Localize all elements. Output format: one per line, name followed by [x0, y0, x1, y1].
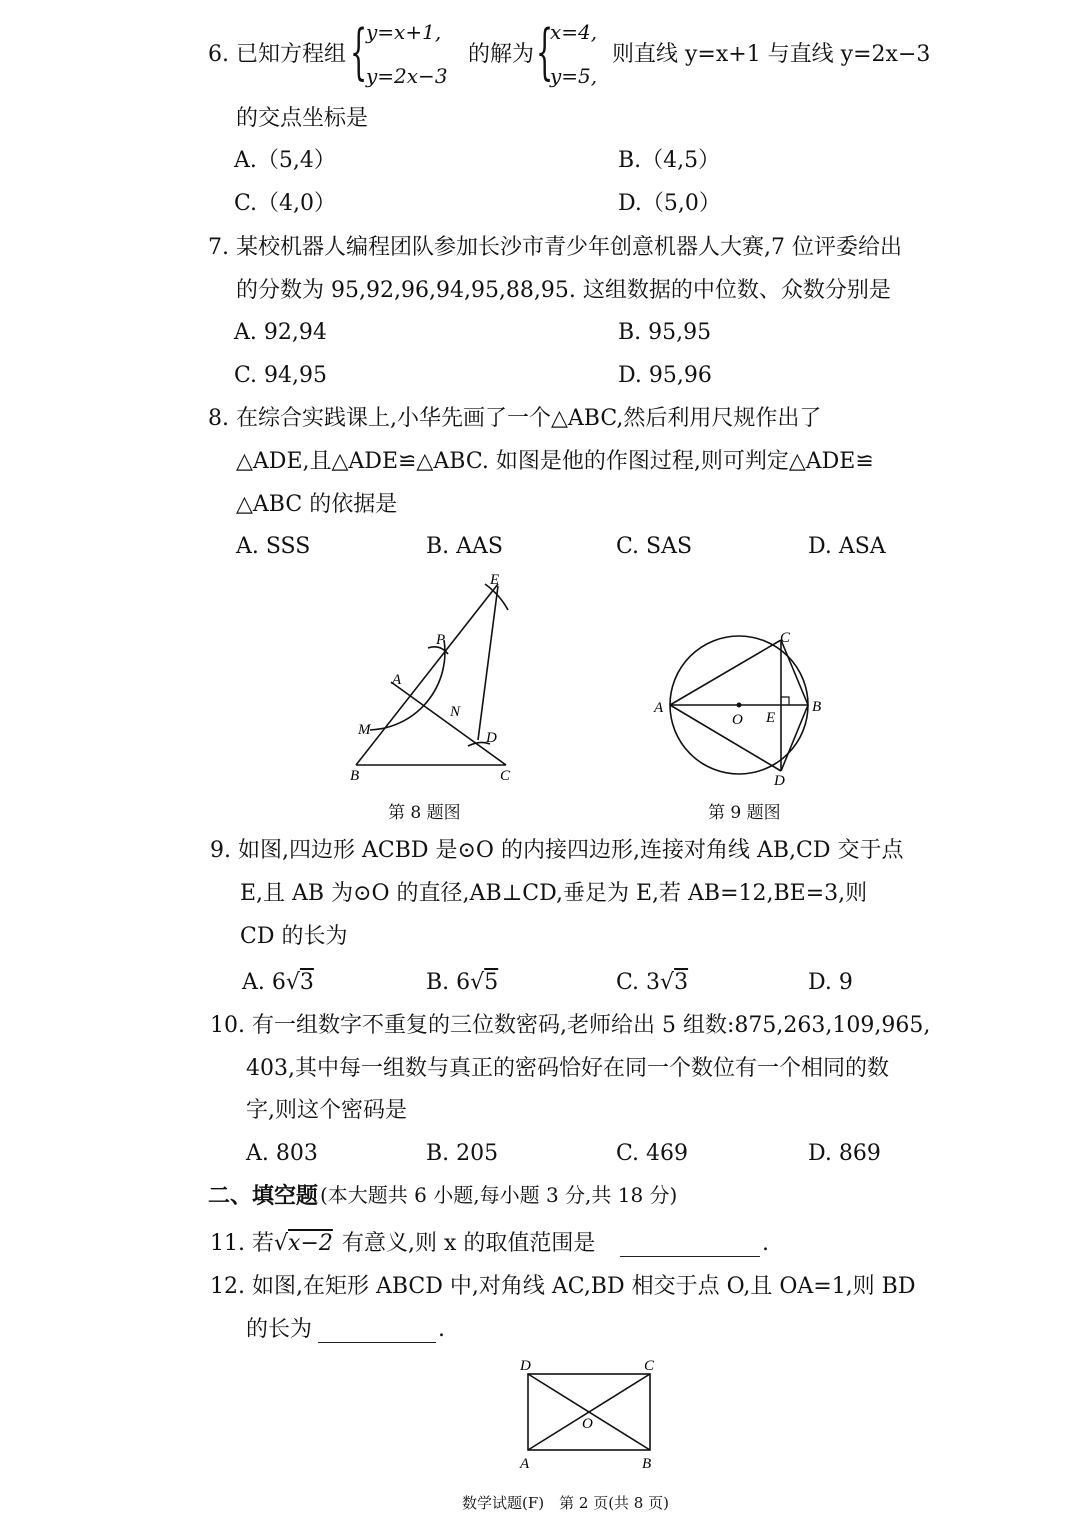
segment-cb [781, 640, 808, 705]
fig9-label-o: O [732, 712, 743, 728]
q10-option-b: B. 205 [426, 1141, 499, 1166]
ray-ba [356, 584, 498, 765]
section2-note: (本大题共 6 小题,每小题 3 分,共 18 分) [320, 1183, 678, 1207]
q8-option-a: A. SSS [236, 534, 311, 559]
fig8-label-a: A [392, 672, 402, 688]
q6-system2-eq1: x=4, [550, 20, 598, 44]
q9-option-a: A. 6√3 [242, 970, 314, 995]
figure-8 [340, 570, 540, 790]
fig8-caption: 第 8 题图 [388, 803, 461, 823]
q7-line1: 7. 某校机器人编程团队参加长沙市青少年创意机器人大赛,7 位评委给出 [208, 235, 902, 260]
fig8-label-c: C [500, 768, 511, 784]
fig12-label-o: O [582, 1416, 593, 1432]
q6-option-d: D.（5,0） [618, 191, 721, 216]
q11-radical: √x−2 [274, 1231, 333, 1256]
q10-line2: 403,其中每一组数与真正的密码恰好在同一个数位有一个相同的数 [246, 1056, 889, 1081]
q8-line3: △ABC 的依据是 [236, 492, 398, 517]
q6-brace-1: { [350, 17, 368, 87]
q6-number: 6. [208, 42, 229, 67]
segment-ad [670, 705, 781, 771]
q6-stem-pre: 已知方程组 [236, 42, 347, 67]
q6-option-b: B.（4,5） [618, 148, 721, 173]
q9-option-b: B. 6√5 [426, 970, 499, 995]
q12-line2: 的长为 [246, 1317, 313, 1342]
q8-line1: 8. 在综合实践课上,小华先画了一个△ABC,然后利用尺规作出了 [208, 406, 822, 431]
arc-mn [370, 640, 445, 730]
q9-line1: 9. 如图,四边形 ACBD 是⊙O 的内接四边形,连接对角线 AB,CD 交于点 [210, 838, 904, 863]
q10-line3: 字,则这个密码是 [246, 1098, 407, 1123]
fig9-label-b: B [812, 699, 822, 715]
fig12-label-a: A [520, 1456, 530, 1472]
q6-system1-eq2: y=2x−3 [366, 64, 448, 88]
q11-pre: 11. 若 [210, 1231, 274, 1256]
q9-option-d: D. 9 [808, 970, 853, 995]
q10-line1: 10. 有一组数字不重复的三位数密码,老师给出 5 组数:875,263,109,965, [210, 1013, 931, 1038]
q12-end: . [438, 1317, 445, 1342]
q7-option-d: D. 95,96 [618, 363, 712, 388]
q7-option-c: C. 94,95 [234, 363, 328, 388]
fig8-label-m: M [358, 722, 371, 738]
q9-option-c: C. 3√3 [616, 970, 689, 995]
q7-option-b: B. 95,95 [618, 320, 712, 345]
segment-db [781, 705, 808, 771]
fig8-label-p: P [436, 632, 446, 648]
right-angle-mark [781, 697, 789, 705]
q11-post: 有意义,则 x 的取值范围是 [342, 1231, 596, 1256]
q10-option-d: D. 869 [808, 1141, 881, 1166]
segment-ac [391, 682, 506, 765]
segment-ed [478, 586, 498, 740]
q6-stem-line2: 的交点坐标是 [236, 106, 369, 131]
q12-answer-blank[interactable] [318, 1342, 436, 1343]
fig9-label-e: E [766, 710, 776, 726]
q8-option-b: B. AAS [426, 534, 503, 559]
q8-option-d: D. ASA [808, 534, 886, 559]
q6-system2-eq2: y=5, [550, 64, 598, 88]
center-o [737, 703, 742, 708]
fig8-label-b: B [350, 768, 360, 784]
figure-9 [650, 628, 830, 788]
q7-line2: 的分数为 95,92,96,94,95,88,95. 这组数据的中位数、众数分别是 [236, 278, 891, 303]
q11-answer-blank[interactable] [620, 1256, 760, 1257]
page-footer: 数学试题(F) 第 2 页(共 8 页) [462, 1494, 669, 1512]
fig9-label-c: C [780, 630, 791, 646]
q11-end: . [762, 1231, 769, 1256]
fig9-label-a: A [654, 700, 664, 716]
q6-option-c: C.（4,0） [234, 191, 337, 216]
fig12-label-b: B [642, 1456, 652, 1472]
fig9-caption: 第 9 题图 [708, 803, 781, 823]
section2-title: 二、填空题 [208, 1183, 319, 1209]
fig8-label-n: N [450, 704, 461, 720]
q12-line1: 12. 如图,在矩形 ABCD 中,对角线 AC,BD 相交于点 O,且 OA=1,则 BD [210, 1274, 916, 1299]
q9-line2: E,且 AB 为⊙O 的直径,AB⊥CD,垂足为 E,若 AB=12,BE=3,则 [240, 881, 868, 906]
fig9-label-d: D [774, 773, 785, 788]
segment-ac [670, 640, 781, 705]
q8-option-c: C. SAS [616, 534, 693, 559]
fig12-label-c: C [644, 1358, 655, 1374]
q10-option-c: C. 469 [616, 1141, 689, 1166]
fig8-label-e: E [490, 572, 500, 588]
q6-system1-eq1: y=x+1, [366, 20, 442, 44]
q9-line3: CD 的长为 [240, 924, 348, 949]
q6-brace-2: { [536, 17, 554, 87]
q6-stem-mid: 的解为 [468, 42, 535, 67]
fig8-label-d: D [486, 730, 497, 746]
q8-line2: △ADE,且△ADE≌△ABC. 如图是他的作图过程,则可判定△ADE≌ [236, 449, 874, 474]
fig12-label-d: D [520, 1358, 531, 1374]
q7-option-a: A. 92,94 [234, 320, 327, 345]
figure-12 [512, 1354, 662, 1474]
q6-option-a: A.（5,4） [234, 148, 336, 173]
q10-option-a: A. 803 [246, 1141, 318, 1166]
q6-stem-post: 则直线 y=x+1 与直线 y=2x−3 [612, 42, 931, 67]
